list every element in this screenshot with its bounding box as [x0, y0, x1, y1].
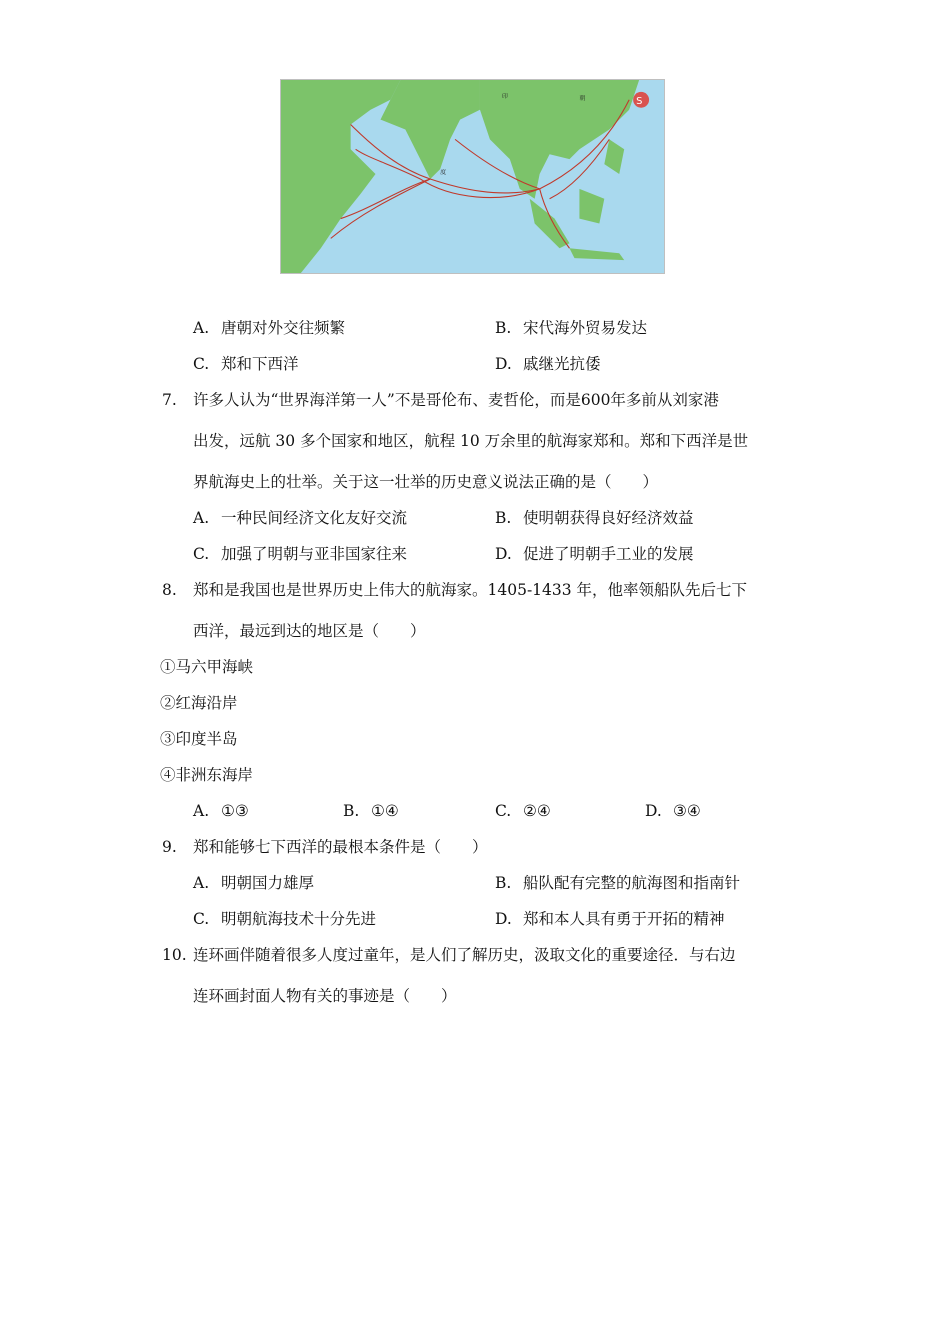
option-letter: A.: [193, 802, 210, 820]
q9-option-d[interactable]: [495, 909, 725, 929]
option-text: 戚继光抗倭: [523, 355, 601, 373]
q7-option-b[interactable]: [495, 508, 694, 528]
svg-text:度: 度: [440, 169, 447, 177]
option-letter: C.: [193, 910, 210, 928]
q8-item-4: ④非洲东海岸: [160, 766, 254, 784]
q6-option-c[interactable]: [193, 354, 299, 374]
q7-stem-line-3: 界航海史上的壮举。关于这一壮举的历史意义说法正确的是（ ）: [193, 473, 659, 491]
option-letter: B.: [495, 874, 512, 892]
option-text: 明朝国力雄厚: [221, 874, 315, 892]
q8-item-3: ③印度半岛: [160, 730, 238, 748]
option-text: 宋代海外贸易发达: [523, 319, 648, 337]
q7-option-c[interactable]: [193, 544, 407, 564]
svg-text:S: S: [636, 95, 643, 107]
q7-stem-line-1: 许多人认为“世界海洋第一人”不是哥伦布、麦哲伦，而是600年多前从刘家港: [193, 391, 719, 409]
option-text: ①④: [371, 802, 399, 820]
option-text: ③④: [673, 802, 701, 820]
q6-option-a[interactable]: [193, 318, 345, 338]
option-letter: D.: [495, 355, 512, 373]
option-text: 促进了明朝手工业的发展: [523, 545, 694, 563]
option-letter: A.: [193, 509, 210, 527]
option-text: 郑和下西洋: [221, 355, 299, 373]
option-letter: C.: [193, 355, 210, 373]
q9-option-b[interactable]: [495, 873, 740, 893]
q7-option-d[interactable]: [495, 544, 694, 564]
option-letter: B.: [343, 802, 360, 820]
q6-option-b[interactable]: [495, 318, 647, 338]
option-text: 加强了明朝与亚非国家往来: [221, 545, 408, 563]
option-letter: D.: [645, 802, 662, 820]
q7-stem-line-2: 出发，远航 30 多个国家和地区，航程 10 万余里的航海家郑和。郑和下西洋是世: [193, 432, 749, 450]
q9-option-c[interactable]: [193, 909, 376, 929]
svg-text:朝: 朝: [579, 94, 586, 102]
option-text: 明朝航海技术十分先进: [221, 910, 377, 928]
q6-option-d[interactable]: [495, 354, 601, 374]
q10-stem-line-1: 连环画伴随着很多人度过童年，是人们了解历史，汲取文化的重要途径．与右边: [193, 946, 736, 964]
q8-option-b[interactable]: [343, 801, 399, 821]
option-letter: A.: [193, 319, 210, 337]
option-text: 唐朝对外交往频繁: [221, 319, 346, 337]
q10-number: 10.: [162, 946, 187, 964]
option-letter: D.: [495, 545, 512, 563]
q8-option-c[interactable]: [495, 801, 551, 821]
q10-stem-line-2: 连环画封面人物有关的事迹是（ ）: [193, 987, 457, 1005]
q8-number: 8.: [162, 581, 177, 599]
voyage-map-image: [280, 79, 665, 274]
option-letter: C.: [193, 545, 210, 563]
option-text: 船队配有完整的航海图和指南针: [523, 874, 741, 892]
option-text: 使明朝获得良好经济效益: [523, 509, 694, 527]
q8-option-a[interactable]: [193, 801, 249, 821]
q8-option-d[interactable]: [645, 801, 701, 821]
option-letter: B.: [495, 509, 512, 527]
svg-text:印: 印: [501, 92, 508, 100]
option-letter: B.: [495, 319, 512, 337]
q7-option-a[interactable]: [193, 508, 407, 528]
option-text: 郑和本人具有勇于开拓的精神: [523, 910, 725, 928]
option-text: ②④: [523, 802, 551, 820]
q9-number: 9.: [162, 838, 177, 856]
q8-stem-line-1: 郑和是我国也是世界历史上伟大的航海家。1405-1433 年，他率领船队先后七下: [193, 581, 748, 599]
option-text: ①③: [221, 802, 249, 820]
q8-item-2: ②红海沿岸: [160, 694, 238, 712]
option-letter: A.: [193, 874, 210, 892]
option-letter: C.: [495, 802, 512, 820]
option-letter: D.: [495, 910, 512, 928]
q9-stem-line-1: 郑和能够七下西洋的最根本条件是（ ）: [193, 838, 488, 856]
q8-item-1: ①马六甲海峡: [160, 658, 254, 676]
q7-number: 7.: [162, 391, 177, 409]
q8-stem-line-2: 西洋，最远到达的地区是（ ）: [193, 622, 426, 640]
option-text: 一种民间经济文化友好交流: [221, 509, 408, 527]
q9-option-a[interactable]: [193, 873, 314, 893]
